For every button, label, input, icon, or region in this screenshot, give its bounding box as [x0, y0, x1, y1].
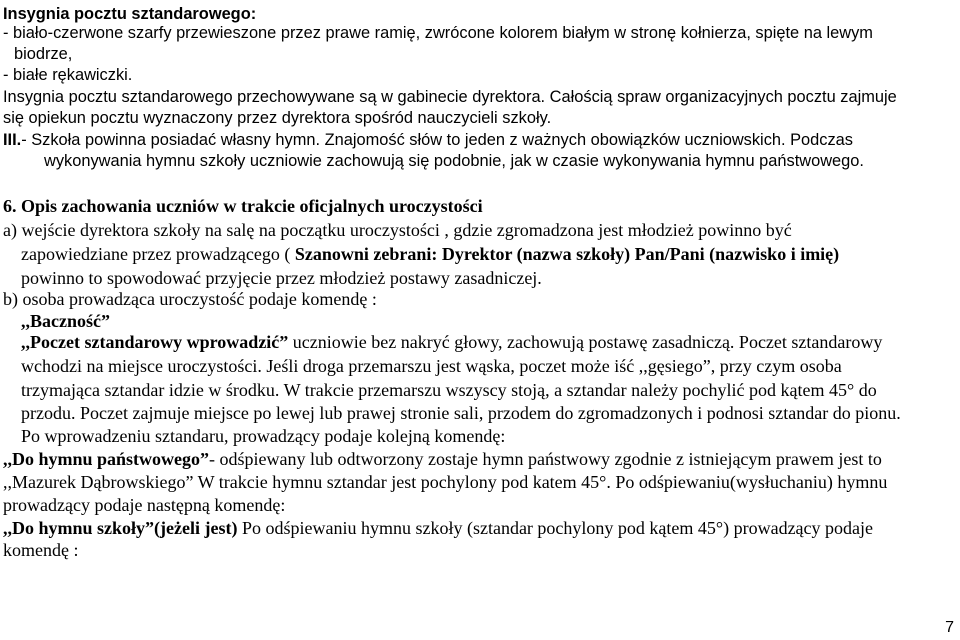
point-a-line-3: powinno to spowodować przyjęcie przez młodzież postawy zasadniczej.	[21, 268, 542, 288]
anthem-text: - Szkoła powinna posiadać własny hymn. Znajomość słów to jeden z ważnych obowiązków uczniowskich. Podczas	[21, 131, 853, 149]
school-anthem-line-2: komendę :	[3, 540, 79, 560]
command-greeting: Szanowni zebrani: Dyrektor (nazwa szkoły) Pan/Pani (nazwisko i imię)	[294, 244, 840, 264]
command-state-anthem: ,,Do hymnu państwowego”	[3, 449, 210, 469]
procession-line-1: wchodzi na miejsce uroczystości. Jeśli droga przemarszu jest wąska, poczet może iść ,,gęsiego”, przy czym osoba	[21, 356, 842, 376]
command-flag-text: uczniowie bez nakryć głowy, zachowują postawę zasadniczą. Poczet sztandarowy	[288, 332, 883, 352]
anthem-paragraph-line-1	[3, 130, 853, 150]
command-school-anthem: ,,Do hymnu szkoły”(jeżeli jest)	[3, 518, 238, 538]
insignia-heading: Insygnia pocztu sztandarowego:	[3, 5, 257, 23]
command-attention: ,,Baczność”	[21, 311, 110, 331]
point-a-line-1: a) wejście dyrektora szkoły na salę na początku uroczystości , gdzie zgromadzona jest młodzież powinno być	[3, 220, 792, 240]
insignia-item-sashes-cont: biodrze,	[14, 45, 73, 63]
section-6-heading: 6. Opis zachowania uczniów w trakcie oficjalnych uroczystości	[3, 196, 483, 216]
state-anthem-line-1	[3, 449, 882, 469]
state-anthem-text: - odśpiewany lub odtworzony zostaje hymn państwowy zgodnie z istniejącym prawem jest to	[209, 449, 882, 469]
command-flag-line	[21, 332, 882, 352]
insignia-item-gloves: - białe rękawiczki.	[3, 66, 133, 84]
section-number: III.	[3, 131, 22, 149]
procession-line-2: trzymająca sztandar idzie w środku. W trakcie przemarszu wszyscy stoją, a sztandar należy pochylić pod kątem 45° do	[21, 380, 877, 400]
state-anthem-line-2: ,,Mazurek Dąbrowskiego” W trakcie hymnu sztandar jest pochylony pod katem 45°. Po odśpiewaniu(wysłuchaniu) hymnu	[3, 472, 888, 492]
anthem-paragraph-line-2: wykonywania hymnu szkoły uczniowie zachowują się podobnie, jak w czasie wykonywania hymnu państwowego.	[44, 152, 864, 170]
page-number: 7	[945, 619, 954, 636]
point-a-line-2	[21, 244, 839, 264]
procession-line-3: przodu. Poczet zajmuje miejsce po lewej lub prawej stronie sali, przodem do zgromadzonych i podnosi sztandar do pionu.	[21, 403, 901, 423]
procession-line-4: Po wprowadzeniu sztandaru, prowadzący podaje kolejną komendę:	[21, 426, 506, 446]
insignia-paragraph-line-2: się opiekun pocztu wyznaczony przez dyrektora spośród nauczycieli szkoły.	[3, 109, 552, 127]
school-anthem-line-1	[3, 518, 873, 538]
insignia-paragraph-line-1: Insygnia pocztu sztandarowego przechowywane są w gabinecie dyrektora. Całością spraw organizacyjnych pocztu zajmuje	[3, 88, 897, 106]
point-a-text: zapowiedziane przez prowadzącego (	[21, 244, 295, 264]
point-b-line-1: b) osoba prowadząca uroczystość podaje komendę :	[3, 289, 377, 309]
command-flag-in: ,,Poczet sztandarowy wprowadzić”	[21, 332, 289, 352]
insignia-item-sashes: - biało-czerwone szarfy przewieszone przez prawe ramię, zwrócone kolorem białym w stronę kołnierza, spięte na lewym	[3, 24, 873, 42]
state-anthem-line-3: prowadzący podaje następną komendę:	[3, 495, 286, 515]
school-anthem-text: Po odśpiewaniu hymnu szkoły (sztandar pochylony pod kątem 45°) prowadzący podaje	[237, 518, 874, 538]
